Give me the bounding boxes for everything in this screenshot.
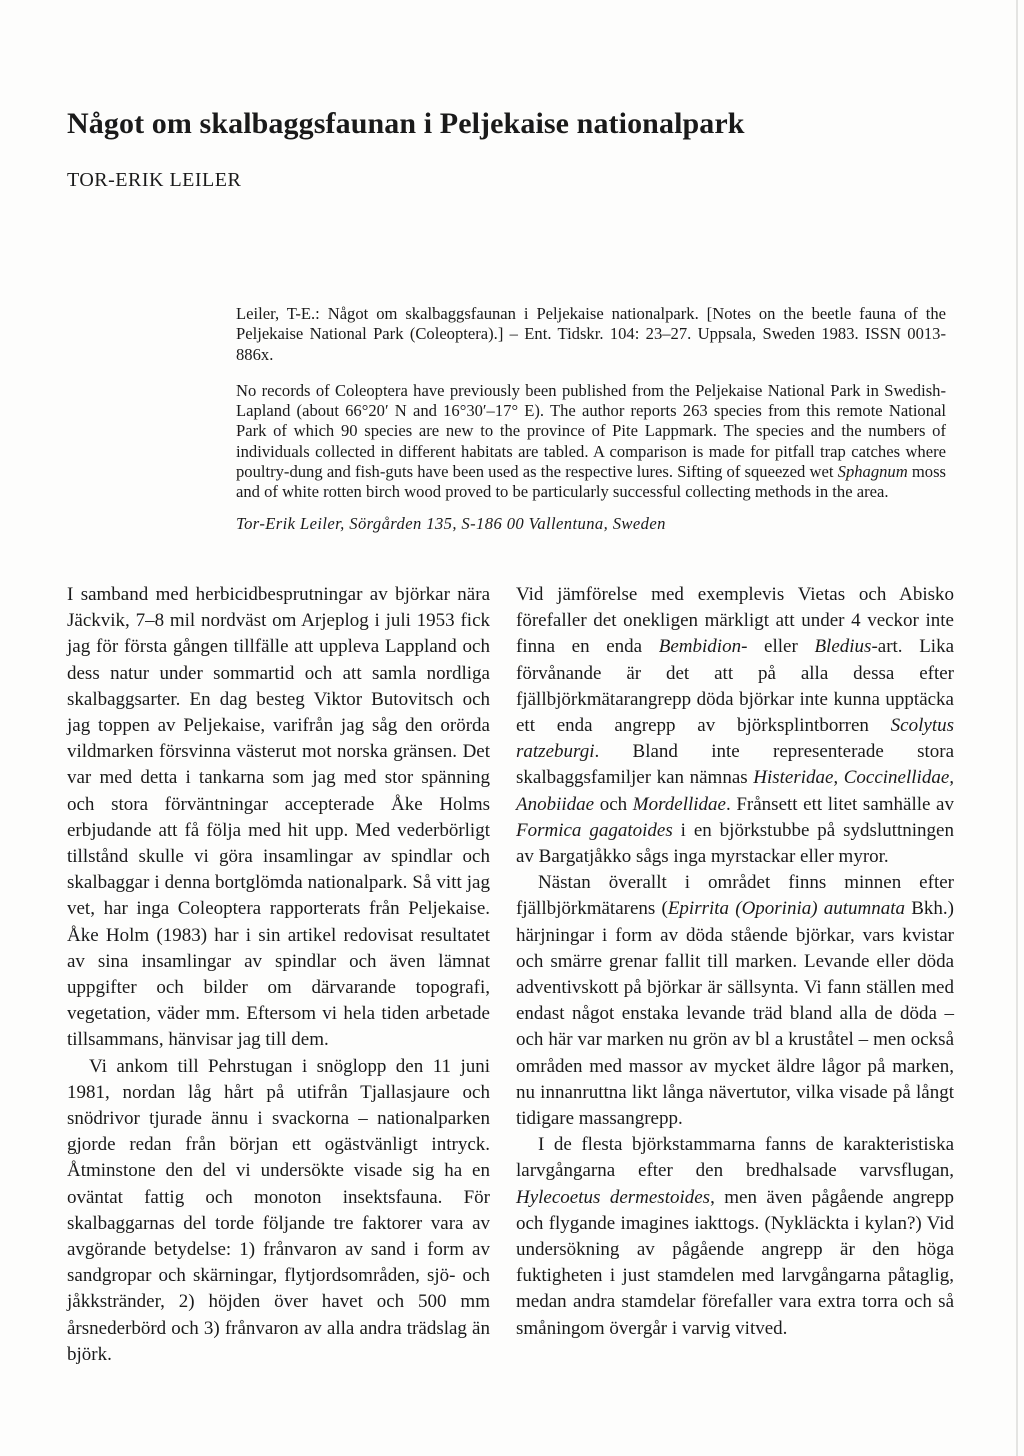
body-text: . Frånsett ett litet samhälle av <box>725 793 954 815</box>
page-edge <box>1016 0 1018 1456</box>
body-text: . Bland inte representerade stora skalbaggsfamiljer kan nämnas <box>516 741 954 789</box>
species-name: Formica gagatoides <box>516 819 673 841</box>
body-text: - eller <box>741 636 815 658</box>
abstract-text-part: No records of Coleoptera have previously been published from the Peljekaise National Park in Swedish-Lapland (about 66°20′ N and 16°30′–17° E). The author reports 263 species from this remote National Park of which 90 species are new to the province of Pite Lappmark. The species and the numbers of individuals collected in different habitats are tabled. A comparison is made for pitfall trap catches where poultry-dung and fish-guts have been used as the respective lures. Sifting of squeezed wet <box>236 380 946 482</box>
body-text: Bkh.) härjningar i form av döda stående björkar, vars kvistar och smärre grenar fallit till marken. Levande eller döda adventivskott på björkar är sällsynta. Vi fann ställen med endast något enstaka levande träd bland alla de döda – och här var marken nu grön av bl a kruståtel – men också områden med massor av mycket äldre lågor på marken, nu innanruttna likt långa nävertutor, vilka visade på långt tidigare massangrepp. <box>516 898 955 1130</box>
species-name: Scolytus ratzeburgi <box>516 715 954 763</box>
species-name: Sphagnum <box>837 462 908 482</box>
body-paragraph <box>516 870 954 1132</box>
abstract-text-part: moss and of white rotten birch wood proved to be particularly successful collecting methods in the area. <box>236 462 946 502</box>
genus-name: Bembidion <box>658 636 742 658</box>
species-name: Hylecoetus dermestoides <box>516 1186 711 1208</box>
body-text: -art. Lika förvånande är det att på alla dessa efter fjällbjörkmätarangrepp döda björkar inte kunna upptäcka ett enda angrepp av björksplintborren <box>516 636 955 737</box>
body-text: i en björkstubbe på sydsluttningen av Bargatjåkko sågs inga myrstackar eller myror. <box>516 819 954 868</box>
abstract-text <box>236 381 946 503</box>
body-text: , men även pågående angrepp och flygande imagines iakttogs. (Nykläckta i kylan?) Vid undersökning av pågående angrepp är den höga fuktigheten i just stamdelen med larvgångarna påtaglig, medan andra stamdelar förefaller vara extra torra och så småningom övergår i varvig vitved. <box>516 1186 954 1339</box>
body-text: och <box>594 793 633 815</box>
genus-name: Bledius <box>814 636 872 658</box>
body-paragraph: Vi ankom till Pehrstugan i snöglopp den 11 juni 1981, nordan låg hårt på utifrån Tjallasjaure och snödrivor tjurade ännu i svackorna – nationalparken gjorde redan från början ett ogästvänligt intryck. Åtminstone den del vi undersökte visade sig ha en oväntat fattig och monoton insektsfauna. För skalbaggarnas del torde följande tre faktorer vara av avgörande betydelse: 1) frånvaron av sand i form av sandgropar och skärningar, flytjordsområden, sjö- och jåkkstränder, 2) höjden över havet och 500 mm årsnederbörd och 3) frånvaron av alla andra trädslag än björk. <box>67 1055 490 1365</box>
author-address: Tor-Erik Leiler, Sörgården 135, S-186 00 Vallentuna, Sweden <box>236 514 666 533</box>
body-paragraph <box>516 582 954 870</box>
author-name: TOR-ERIK LEILER <box>67 169 242 191</box>
body-paragraph <box>516 1132 954 1342</box>
body-text: I de flesta björkstammarna fanns de karakteristiska larvgångarna efter den bredhalsade varvsflugan, <box>516 1134 954 1182</box>
body-text: Nästan överallt i området finns minnen efter fjällbjörkmätarens ( <box>516 872 954 920</box>
body-column-right <box>516 582 954 1342</box>
abstract-block <box>236 304 946 503</box>
family-name: Mordellidae <box>632 793 726 815</box>
body-paragraph: I samband med herbicidbesprutningar av björkar nära Jäckvik, 7–8 mil nordväst om Arjeplog i juli 1953 fick jag för första gången tillfälle att uppleva Lappland och dess natur under sommartid och att samla nordliga skalbaggsarter. En dag besteg Viktor Butovitsch och jag toppen av Peljekaise, varifrån jag såg den orörda vildmarken försvinna västerut mot norska gränsen. Det var med detta i tankarna som jag med stor spänning och stora förväntningar accepterade Åke Holms erbjudande att få följa med hit upp. Med vederbörligt tillstånd skulle vi göra insamlingar av spindlar och skalbaggar i denna bortglömda nationalpark. Så vitt jag vet, har inga Coleoptera rapporterats från Peljekaise. Åke Holm (1983) har i sin artikel redovisat resultatet av sina insamlingar av spindlar och även lämnat uppgifter och bilder om därvarande topografi, vegetation, väder mm. Eftersom vi hela tiden arbetade tillsammans, hänvisar jag till dem. <box>67 584 490 1051</box>
body-column-left <box>67 582 490 1368</box>
family-names: Histeridae, Coccinellidae, Anobiidae <box>516 767 955 815</box>
article-title: Något om skalbaggsfaunan i Peljekaise nationalpark <box>67 107 745 140</box>
body-text: Vid jämförelse med exemplevis Vietas och Abisko förefaller det onekligen märkligt att under 4 veckor inte finna en enda <box>516 584 954 658</box>
species-name: Epirrita (Oporinia) autumnata <box>667 898 906 920</box>
citation: Leiler, T-E.: Något om skalbaggsfaunan i Peljekaise nationalpark. [Notes on the beetle fauna of the Peljekaise National Park (Coleoptera).] – Ent. Tidskr. 104: 23–27. Uppsala, Sweden 1983. ISSN 0013-886x. <box>236 304 946 364</box>
